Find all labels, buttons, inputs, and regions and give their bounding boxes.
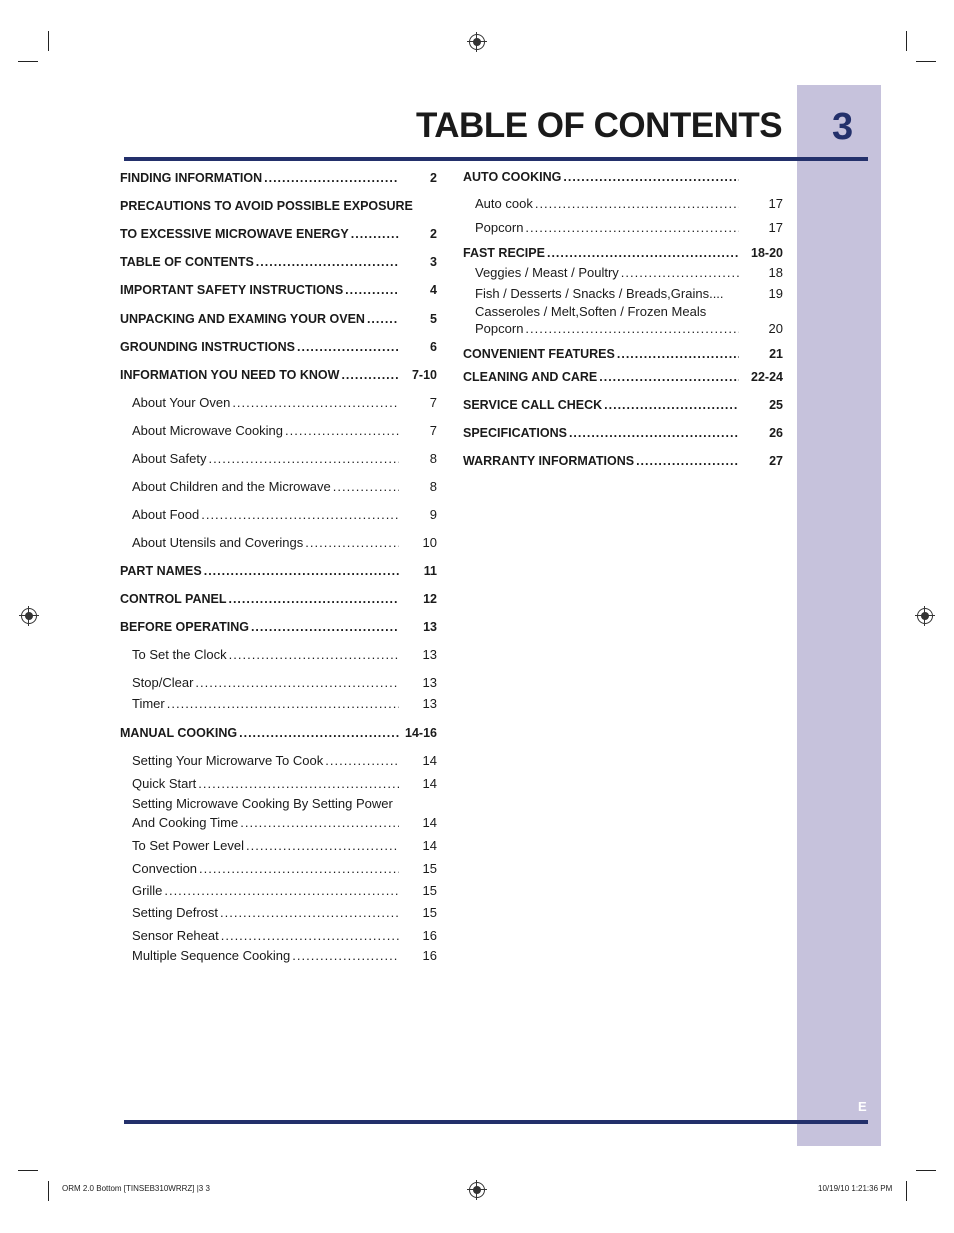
toc-section-entry — [463, 346, 783, 362]
toc-page-number: 8 — [429, 451, 437, 466]
toc-entry-label: About Children and the Microwave — [132, 479, 331, 494]
toc-subsection-entry — [132, 696, 437, 712]
toc-dot-leader — [341, 367, 399, 383]
toc-page-number: 13 — [422, 696, 437, 711]
toc-page-number: 12 — [423, 592, 437, 606]
toc-entry-label: CONTROL PANEL — [120, 592, 227, 606]
toc-page-number: 2 — [430, 227, 437, 241]
toc-dot-leader — [297, 339, 399, 355]
toc-entry-label: Fish / Desserts / Snacks / Breads,Grains.... — [475, 286, 724, 301]
toc-dot-leader — [246, 838, 399, 854]
toc-entry-label: FAST RECIPE — [463, 246, 545, 260]
toc-entry-label: Convection — [132, 861, 198, 876]
language-tab-label: E — [858, 1099, 867, 1114]
toc-dot-leader — [229, 647, 399, 663]
toc-entry-label: To Set Power Level — [132, 838, 245, 853]
toc-dot-leader — [256, 254, 399, 270]
print-slug: ORM 2.0 Bottom [TINSEB310WRRZ] |3 3 — [62, 1184, 210, 1193]
toc-page-number: 15 — [422, 883, 437, 898]
toc-subsection-entry — [475, 265, 783, 281]
toc-dot-leader — [535, 196, 739, 212]
toc-subsection-entry — [132, 451, 437, 467]
toc-dot-leader — [563, 169, 739, 185]
toc-page-number: 13 — [423, 620, 437, 634]
toc-subsection-entry — [132, 395, 437, 411]
toc-dot-leader — [599, 369, 739, 385]
toc-section-entry — [120, 725, 437, 741]
toc-page-number: 9 — [429, 507, 437, 522]
toc-section-entry — [463, 397, 783, 413]
toc-entry-label: Quick Start — [132, 776, 197, 791]
toc-section-entry — [120, 254, 437, 270]
toc-page-number: 3 — [430, 255, 437, 269]
toc-page-number: 17 — [768, 220, 783, 235]
toc-entry-label: PRECAUTIONS TO AVOID POSSIBLE EXPOSURE — [120, 199, 413, 213]
crop-mark — [916, 61, 936, 62]
toc-page-number: 20 — [768, 321, 783, 336]
toc-dot-leader — [636, 453, 739, 469]
toc-entry-label: TO EXCESSIVE MICROWAVE ENERGY — [120, 227, 349, 241]
footer-rule — [124, 1120, 868, 1124]
toc-dot-leader — [208, 451, 399, 467]
toc-dot-leader — [367, 311, 399, 327]
toc-entry-label: Setting Your Microwarve To Cook — [132, 753, 324, 768]
toc-dot-leader — [251, 619, 399, 635]
print-timestamp: 10/19/10 1:21:36 PM — [818, 1184, 893, 1193]
registration-mark-icon — [917, 608, 933, 624]
toc-entry-label: INFORMATION YOU NEED TO KNOW — [120, 368, 340, 382]
toc-page-number: 21 — [769, 347, 783, 361]
toc-entry-label: To Set the Clock — [132, 647, 227, 662]
toc-dot-leader — [164, 883, 399, 899]
page-title: TABLE OF CONTENTS — [416, 106, 783, 145]
toc-entry-label: Timer — [132, 696, 165, 711]
toc-section-entry — [120, 339, 437, 355]
toc-page-number: 15 — [422, 861, 437, 876]
toc-dot-leader — [569, 425, 739, 441]
toc-entry-label: TABLE OF CONTENTS — [120, 255, 254, 269]
toc-dot-leader — [285, 423, 399, 439]
toc-dot-leader — [167, 696, 399, 712]
side-tab — [797, 85, 881, 1146]
toc-section-entry — [463, 245, 783, 261]
toc-page-number: 22-24 — [751, 370, 783, 384]
toc-section-entry — [120, 367, 437, 383]
toc-page-number: 16 — [422, 948, 437, 963]
toc-dot-leader — [239, 725, 399, 741]
toc-subsection-entry — [132, 507, 437, 523]
toc-entry-label: SPECIFICATIONS — [463, 426, 567, 440]
toc-entry-label: SERVICE CALL CHECK — [463, 398, 603, 412]
toc-subsection-entry — [132, 948, 437, 964]
toc-dot-leader — [199, 861, 399, 877]
toc-subsection-entry — [132, 838, 437, 854]
toc-dot-leader — [220, 905, 399, 921]
crop-mark — [48, 1181, 49, 1201]
toc-dot-leader — [221, 928, 399, 944]
toc-subsection-entry — [132, 535, 437, 551]
toc-entry-label: Auto cook — [475, 196, 533, 211]
toc-subsection-entry — [475, 321, 783, 337]
toc-section-entry — [120, 619, 437, 635]
toc-entry-label: WARRANTY INFORMATIONS — [463, 454, 635, 468]
toc-entry-label: Casseroles / Melt,Soften / Frozen Meals — [475, 304, 707, 319]
toc-page-number: 16 — [422, 928, 437, 943]
toc-entry-label: Setting Microwave Cooking By Setting Power — [132, 796, 393, 811]
toc-dot-leader — [525, 220, 739, 236]
toc-subsection-entry — [132, 776, 437, 792]
toc-dot-leader — [228, 591, 399, 607]
toc-section-entry — [120, 282, 437, 298]
toc-dot-leader — [264, 170, 399, 186]
toc-page-number: 11 — [423, 564, 437, 578]
toc-page-number: 19 — [768, 286, 783, 301]
toc-entry-label: Popcorn — [475, 321, 524, 336]
toc-entry-label: And Cooking Time — [132, 815, 239, 830]
toc-dot-leader — [333, 479, 399, 495]
crop-mark — [18, 1170, 38, 1171]
toc-page-number: 27 — [769, 454, 783, 468]
toc-page-number: 7 — [429, 395, 437, 410]
toc-subsection-entry — [132, 675, 437, 691]
toc-dot-leader — [621, 265, 739, 281]
toc-section-entry — [120, 311, 437, 327]
toc-subsection-entry — [132, 815, 437, 831]
toc-subsection-entry — [475, 196, 783, 212]
toc-dot-leader — [345, 282, 399, 298]
toc-page-number: 25 — [769, 398, 783, 412]
toc-dot-leader — [305, 535, 399, 551]
toc-page-number: 18-20 — [751, 246, 783, 260]
toc-dot-leader — [240, 815, 399, 831]
toc-page-number: 6 — [430, 340, 437, 354]
toc-entry-label: GROUNDING INSTRUCTIONS — [120, 340, 295, 354]
toc-subsection-entry — [132, 861, 437, 877]
toc-dot-leader — [604, 397, 739, 413]
toc-dot-leader — [195, 675, 399, 691]
toc-section-entry — [120, 198, 437, 214]
toc-entry-label: Veggies / Meast / Poultry — [475, 265, 619, 280]
toc-page-number: 7 — [429, 423, 437, 438]
toc-page-number: 13 — [422, 647, 437, 662]
toc-dot-leader — [198, 776, 399, 792]
toc-entry-label: Setting Defrost — [132, 905, 218, 920]
header-rule — [124, 157, 868, 161]
crop-mark — [906, 1181, 907, 1201]
toc-dot-leader — [232, 395, 399, 411]
toc-page-number: 2 — [430, 171, 437, 185]
toc-subsection-entry — [132, 423, 437, 439]
toc-page-number: 26 — [769, 426, 783, 440]
toc-dot-leader — [547, 245, 739, 261]
toc-subsection-entry — [475, 220, 783, 236]
registration-mark-icon — [469, 1182, 485, 1198]
toc-entry-label: Grille — [132, 883, 163, 898]
toc-dot-leader — [525, 321, 739, 337]
toc-entry-label: About Food — [132, 507, 200, 522]
toc-entry-label: About Safety — [132, 451, 207, 466]
toc-page-number: 15 — [422, 905, 437, 920]
toc-subsection-entry — [132, 905, 437, 921]
toc-page-number: 13 — [422, 675, 437, 690]
toc-entry-label: Stop/Clear — [132, 675, 194, 690]
crop-mark — [18, 61, 38, 62]
toc-subsection-entry — [475, 286, 783, 302]
toc-dot-leader — [351, 226, 399, 242]
toc-page-number: 14 — [422, 815, 437, 830]
toc-dot-leader — [325, 753, 399, 769]
toc-page-number: 7-10 — [411, 368, 437, 382]
toc-page-number: 17 — [768, 196, 783, 211]
toc-subsection-entry — [132, 796, 437, 812]
toc-page-number: 8 — [429, 479, 437, 494]
crop-mark — [48, 31, 49, 51]
toc-dot-leader — [204, 563, 399, 579]
toc-subsection-entry — [132, 883, 437, 899]
toc-subsection-entry — [132, 753, 437, 769]
registration-mark-icon — [21, 608, 37, 624]
toc-entry-label: PART NAMES — [120, 564, 202, 578]
toc-page-number: 18 — [768, 265, 783, 280]
toc-page-number: 5 — [430, 312, 437, 326]
toc-section-entry — [463, 169, 783, 185]
toc-section-entry — [463, 369, 783, 385]
toc-entry-label: Sensor Reheat — [132, 928, 219, 943]
toc-page-number: 14 — [422, 776, 437, 791]
toc-entry-label: Multiple Sequence Cooking — [132, 948, 291, 963]
toc-section-entry — [120, 591, 437, 607]
crop-mark — [906, 31, 907, 51]
page-number: 3 — [832, 106, 854, 148]
toc-entry-label: About Microwave Cooking — [132, 423, 284, 438]
crop-mark — [916, 1170, 936, 1171]
toc-subsection-entry — [475, 304, 783, 320]
toc-entry-label: CLEANING AND CARE — [463, 370, 598, 384]
toc-section-entry — [463, 453, 783, 469]
toc-entry-label: UNPACKING AND EXAMING YOUR OVEN — [120, 312, 365, 326]
toc-page-number: 14 — [422, 753, 437, 768]
toc-subsection-entry — [132, 647, 437, 663]
toc-page-number: 10 — [422, 535, 437, 550]
toc-page-number: 14 — [422, 838, 437, 853]
registration-mark-icon — [469, 34, 485, 50]
toc-subsection-entry — [132, 928, 437, 944]
toc-subsection-entry — [132, 479, 437, 495]
toc-entry-label: IMPORTANT SAFETY INSTRUCTIONS — [120, 283, 344, 297]
toc-entry-label: MANUAL COOKING — [120, 726, 238, 740]
toc-section-entry — [463, 425, 783, 441]
toc-entry-label: About Utensils and Coverings — [132, 535, 304, 550]
toc-page-number: 14-16 — [405, 726, 437, 740]
toc-page-number: 4 — [430, 283, 437, 297]
toc-section-entry — [120, 226, 437, 242]
toc-section-entry — [120, 170, 437, 186]
toc-dot-leader — [617, 346, 739, 362]
toc-dot-leader — [201, 507, 399, 523]
toc-section-entry — [120, 563, 437, 579]
toc-dot-leader — [292, 948, 399, 964]
toc-entry-label: Popcorn — [475, 220, 524, 235]
toc-entry-label: BEFORE OPERATING — [120, 620, 249, 634]
toc-entry-label: FINDING INFORMATION — [120, 171, 263, 185]
toc-entry-label: AUTO COOKING — [463, 170, 562, 184]
toc-entry-label: About Your Oven — [132, 395, 231, 410]
toc-entry-label: CONVENIENT FEATURES — [463, 347, 615, 361]
